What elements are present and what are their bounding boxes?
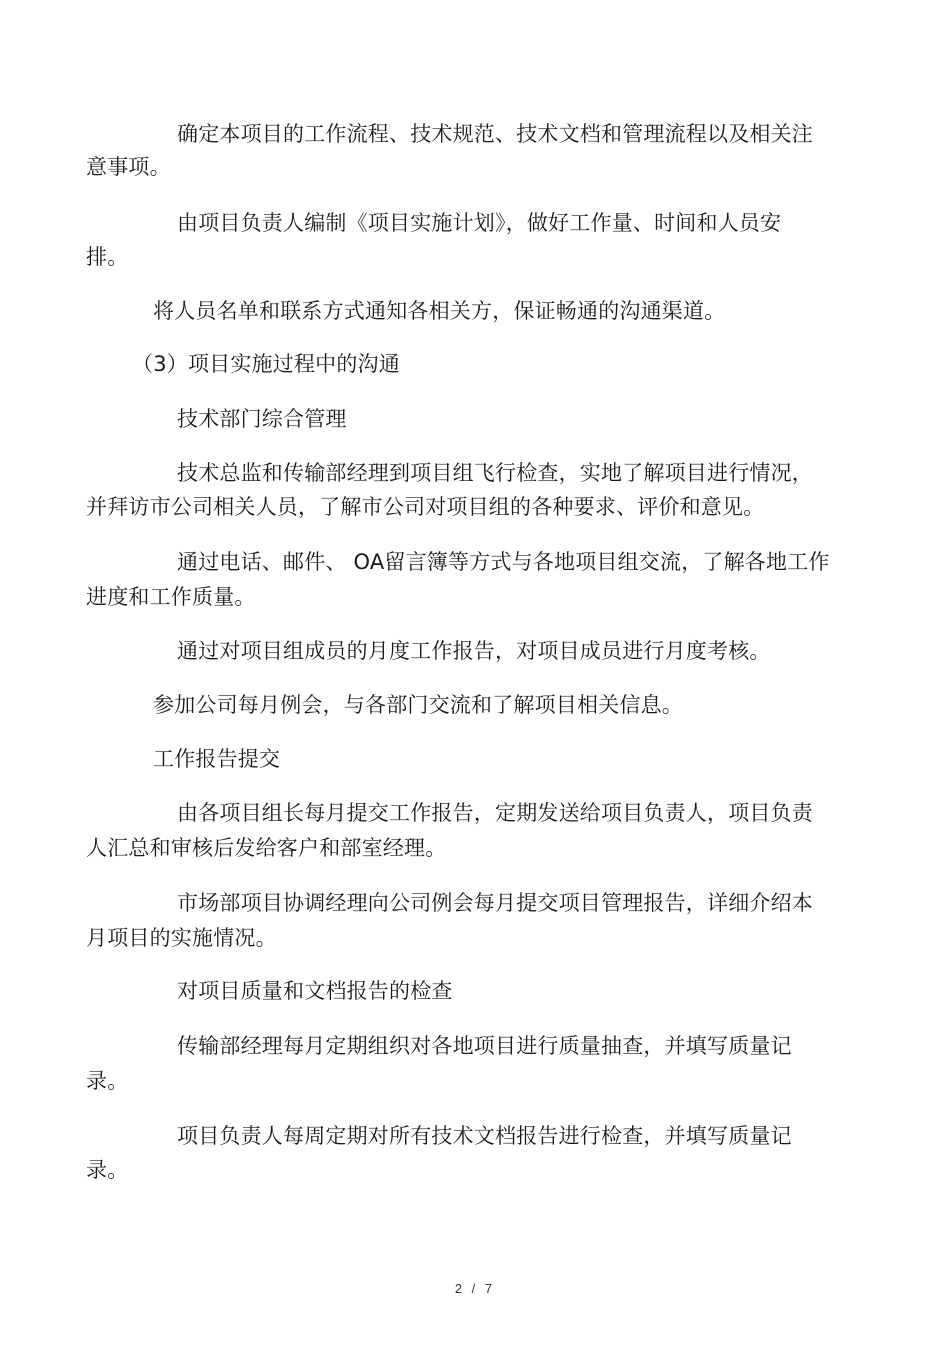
paragraph-line: 参加公司每月例会，与各部门交流和了解项目相关信息。 — [153, 693, 683, 717]
paragraph-line: 将人员名单和联系方式通知各相关方，保证畅通的沟通渠道。 — [153, 299, 726, 323]
paragraph-line: 传输部经理每月定期组织对各地项目进行质量抽查，并填写质量记 — [177, 1034, 792, 1058]
paragraph-line: 月项目的实施情况。 — [86, 926, 277, 950]
paragraph-line: 市场部项目协调经理向公司例会每月提交项目管理报告，详细介绍本 — [177, 891, 813, 915]
paragraph-line: 排。 — [86, 245, 129, 269]
paragraph-line: 并拜访市公司相关人员，了解市公司对项目组的各种要求、评价和意见。 — [86, 495, 765, 519]
subsection-heading: 技术部门综合管理 — [177, 407, 347, 431]
paragraph-line: 录。 — [86, 1069, 129, 1093]
page-number: 2 / 7 — [454, 1281, 496, 1296]
subsection-heading: 对项目质量和文档报告的检查 — [177, 979, 453, 1003]
paragraph-line: 通过电话、邮件、 OA留言簿等方式与各地项目组交流，了解各地工作 — [177, 550, 830, 574]
paragraph-line: 技术总监和传输部经理到项目组飞行检查，实地了解项目进行情况， — [177, 461, 813, 485]
subsection-heading: 工作报告提交 — [153, 747, 281, 771]
section-heading: （3）项目实施过程中的沟通 — [132, 352, 400, 376]
paragraph-line: 进度和工作质量。 — [86, 585, 256, 609]
paragraph-line: 意事项。 — [86, 155, 171, 179]
paragraph-line: 由项目负责人编制《项目实施计划》，做好工作量、时间和人员安 — [177, 211, 782, 235]
paragraph-line: 录。 — [86, 1158, 129, 1182]
paragraph-line: 通过对项目组成员的月度工作报告，对项目成员进行月度考核。 — [177, 639, 771, 663]
paragraph-line: 确定本项目的工作流程、技术规范、技术文档和管理流程以及相关注 — [177, 122, 813, 146]
paragraph-line: 由各项目组长每月提交工作报告，定期发送给项目负责人，项目负责 — [177, 801, 813, 825]
paragraph-line: 项目负责人每周定期对所有技术文档报告进行检查，并填写质量记 — [177, 1124, 792, 1148]
paragraph-line: 人汇总和审核后发给客户和部室经理。 — [86, 836, 447, 860]
